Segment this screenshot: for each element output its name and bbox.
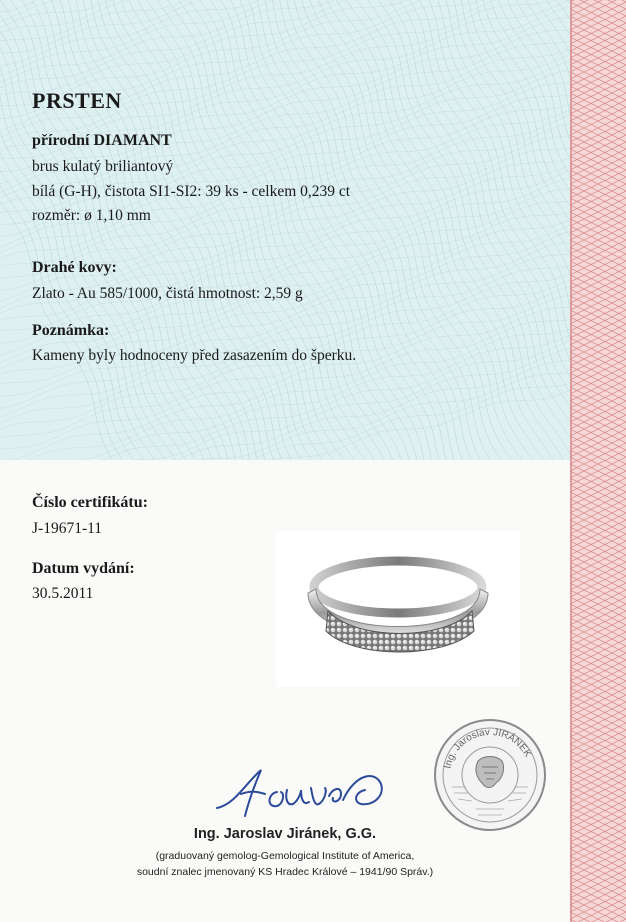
item-title: PRSTEN <box>32 88 122 113</box>
stone-size: rozměr: ø 1,10 mm <box>32 207 151 224</box>
signatory-appointment: soudní znalec jmenovaný KS Hradec Králové – 1941/90 Správ.) <box>136 866 434 878</box>
stone-cut: brus kulatý briliantový <box>32 158 174 175</box>
official-seal-stamp <box>432 717 548 833</box>
ring-photo <box>276 531 520 687</box>
note-value: Kameny byly hodnoceny před zasazením do šperku. <box>32 347 357 364</box>
handwritten-signature <box>215 764 390 822</box>
certificate-number-label: Číslo certifikátu: <box>32 494 148 511</box>
guilloche-pattern <box>0 0 570 460</box>
metals-heading: Drahé kovy: <box>32 259 117 276</box>
signatory-credentials: (graduovaný gemolog-Gemological Institute of America, <box>155 850 415 862</box>
svg-text:Ing. Jaroslav JIRÁNEK: Ing. Jaroslav JIRÁNEK <box>442 726 534 770</box>
stone-quality: bílá (G-H), čistota SI1-SI2: 39 ks - celkem 0,239 ct <box>32 183 351 200</box>
guilloche-background <box>0 0 570 460</box>
decorative-border <box>570 0 626 922</box>
certificate-number: J-19671-11 <box>32 520 103 537</box>
signatory-name: Ing. Jaroslav Jiránek, G.G. <box>193 826 377 842</box>
stone-heading: přírodní DIAMANT <box>32 132 172 149</box>
metals-value: Zlato - Au 585/1000, čistá hmotnost: 2,59 g <box>32 285 303 302</box>
issue-date-label: Datum vydání: <box>32 560 135 577</box>
issue-date: 30.5.2011 <box>32 585 94 602</box>
note-heading: Poznámka: <box>32 322 110 339</box>
border-pattern <box>570 0 626 922</box>
